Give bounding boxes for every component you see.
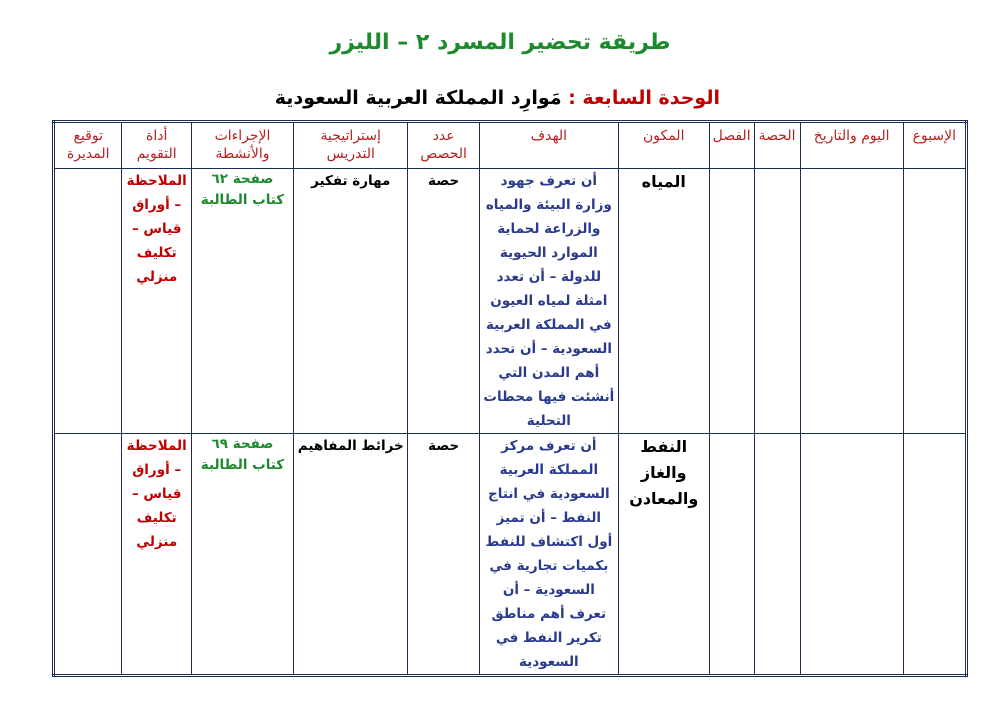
procedures-page: صفحة ٦٢ — [211, 171, 274, 187]
unit-name: مَوارِد المملكة العربية السعودية — [274, 87, 562, 109]
cell-component: النفط والغاز والمعادن — [618, 434, 709, 676]
cell-component: المياه — [618, 169, 709, 434]
cell-evaluation: الملاحظة – أوراق قياس – تكليف منزلي — [122, 434, 191, 676]
header-week: الإسبوع — [903, 122, 966, 169]
unit-label: الوحدة السابعة : — [568, 87, 720, 109]
cell-date — [800, 434, 903, 676]
cell-week — [903, 169, 966, 434]
cell-objective: أن تعرف مركز المملكة العربية السعودية في انتاج النفط – أن تميز أول اكتشاف للنفط بكميات تجارية في السعودية – أن تعرف أهم مناطق تكرير النفط في السعودية — [479, 434, 618, 676]
header-class: الفصل — [709, 122, 754, 169]
header-row — [54, 122, 967, 169]
cell-sessions: حصة — [408, 434, 479, 676]
procedures-book: كتاب الطالبة — [200, 457, 285, 473]
cell-period — [754, 434, 800, 676]
unit-heading — [274, 87, 720, 109]
table-row — [54, 169, 967, 434]
cell-objective: أن تعرف جهود وزارة البيئة والمياه والزراعة لحماية الموارد الحيوية للدولة – أن تعدد امثلة لمياه العيون في المملكة العربية السعودية – أن تحدد أهم المدن التي أنشئت فيها محطات التحلية — [479, 169, 618, 434]
lesson-plan-table — [52, 120, 968, 677]
procedures-book: كتاب الطالبة — [200, 192, 285, 208]
page-title: طريقة تحضير المسرد ٢ – الليزر — [329, 30, 671, 55]
cell-date — [800, 169, 903, 434]
cell-strategy: مهارة تفكير — [294, 169, 408, 434]
header-evaluation: أداة التقويم — [122, 122, 191, 169]
header-objective: الهدف — [479, 122, 618, 169]
header-signature: توقيع المديرة — [54, 122, 122, 169]
header-procedures: الإجراءات والأنشطة — [191, 122, 293, 169]
header-date: اليوم والتاريخ — [800, 122, 903, 169]
cell-sessions: حصة — [408, 169, 479, 434]
header-component: المكون — [618, 122, 709, 169]
cell-class — [709, 434, 754, 676]
cell-class — [709, 169, 754, 434]
cell-procedures — [191, 169, 293, 434]
header-strategy: إستراتيجية التدريس — [294, 122, 408, 169]
table-row — [54, 434, 967, 676]
cell-evaluation: الملاحظة – أوراق قياس – تكليف منزلي — [122, 169, 191, 434]
header-period: الحصة — [754, 122, 800, 169]
cell-procedures — [191, 434, 293, 676]
cell-period — [754, 169, 800, 434]
cell-strategy: خرائط المفاهيم — [294, 434, 408, 676]
cell-signature — [54, 169, 122, 434]
header-sessions: عدد الحصص — [408, 122, 479, 169]
cell-signature — [54, 434, 122, 676]
procedures-page: صفحة ٦٩ — [211, 436, 274, 452]
cell-week — [903, 434, 966, 676]
